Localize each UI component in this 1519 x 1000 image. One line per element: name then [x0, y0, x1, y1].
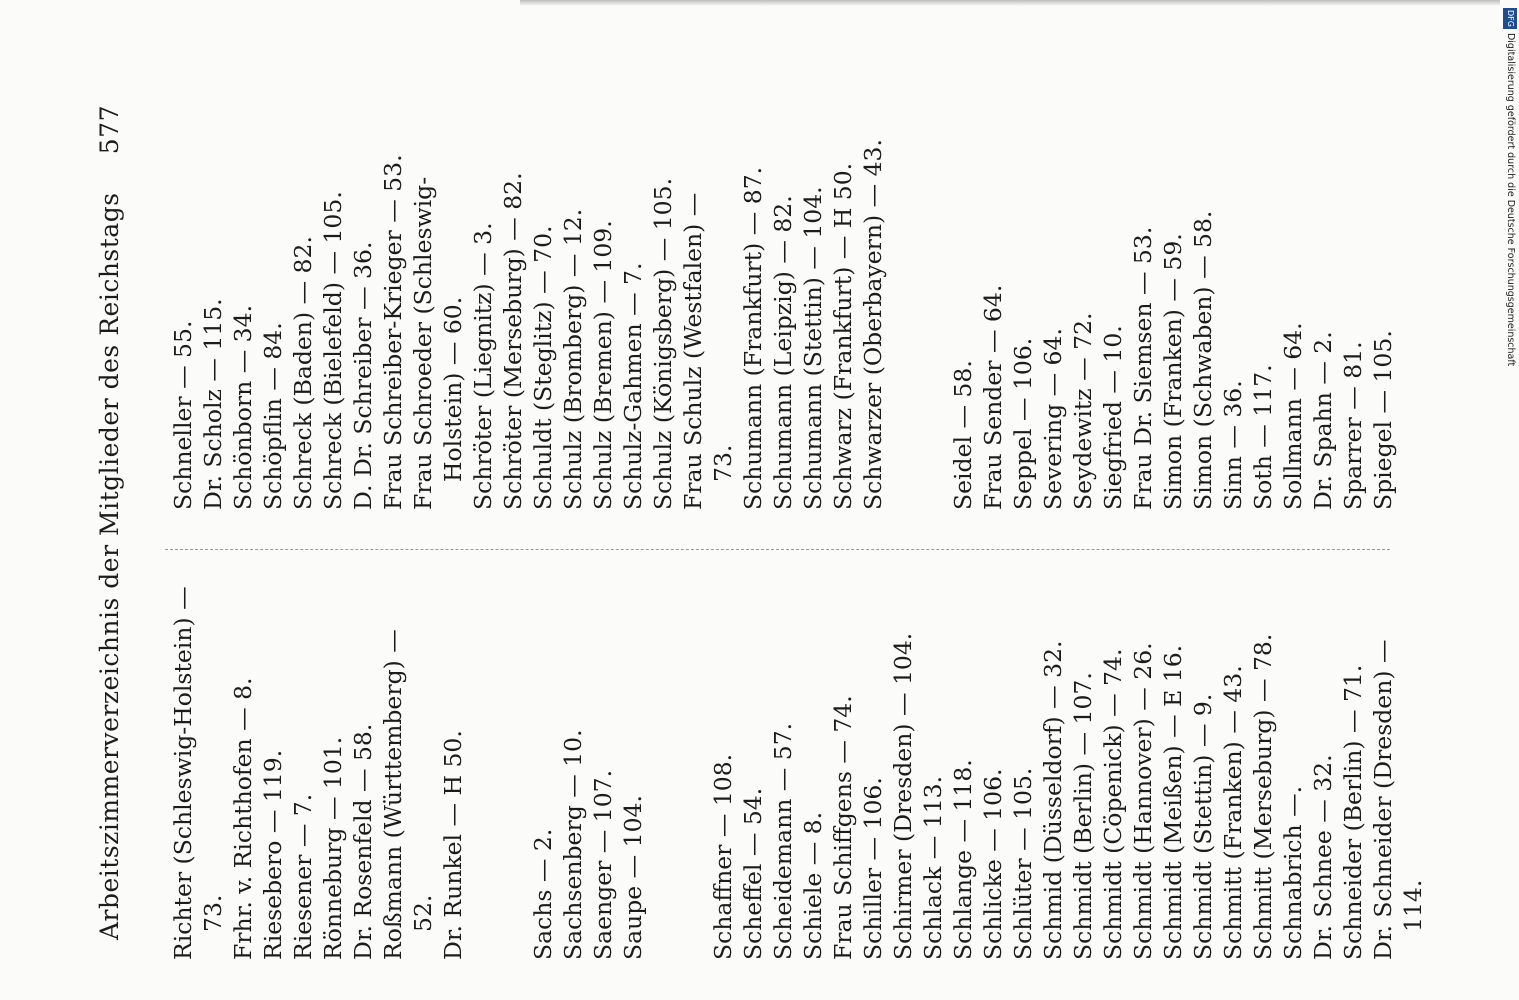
- index-entry: Schreck (Baden) — 82.: [289, 236, 317, 510]
- dfg-logo: DFG: [1503, 8, 1517, 29]
- index-entry: Simon (Franken) — 59.: [1159, 233, 1187, 510]
- index-entry: Schmidt (Stettin) — 9.: [1189, 693, 1217, 960]
- index-entry: Dr. Schneider (Dresden) —: [1369, 639, 1397, 960]
- index-entry: Schlange — 118.: [949, 759, 977, 960]
- index-entry: Saupe — 104.: [619, 795, 647, 960]
- index-entry: Scheffel — 54.: [739, 787, 767, 960]
- index-entry: Schwarz (Frankfurt) — H 50.: [829, 162, 857, 510]
- index-entry: Riesener — 7.: [289, 793, 317, 960]
- spacer: [918, 139, 948, 510]
- index-entry: Schmid (Düsseldorf) — 32.: [1039, 640, 1067, 960]
- column-divider: [165, 548, 1390, 550]
- index-entry: Severing — 64.: [1039, 328, 1067, 510]
- index-entry: Dr. Rosenfeld — 58.: [349, 723, 377, 960]
- index-entry: Schumann (Stettin) — 104.: [799, 186, 827, 510]
- index-entry: Sachs — 2.: [529, 828, 557, 960]
- index-entry: Schlicke — 106.: [979, 768, 1007, 960]
- entry-continuation: 73.: [199, 894, 227, 932]
- index-entry: Schulz (Bremen) — 109.: [589, 220, 617, 510]
- entry-continuation: 73.: [709, 444, 737, 482]
- index-entry: Schmitt (Franken) — 43.: [1219, 665, 1247, 960]
- index-entry: Schmidt (Hannover) — 26.: [1129, 642, 1157, 960]
- index-entry: Soth — 117.: [1249, 364, 1277, 510]
- index-entry: Saenger — 107.: [589, 769, 617, 960]
- digitization-credit-text: Digitalisierung gefördert durch die Deutsche Forschungsgemeinschaft: [1505, 32, 1516, 367]
- spacer: [468, 586, 498, 960]
- index-entry: Schnabrich —.: [1279, 785, 1307, 960]
- index-entry: Schumann (Leipzig) — 82.: [769, 195, 797, 510]
- index-entry: Schuldt (Steglitz) — 70.: [529, 225, 557, 510]
- index-entry: Schmidt (Cöpenick) — 74.: [1099, 648, 1127, 960]
- index-entry: Schmidt (Meißen) — E 16.: [1159, 644, 1187, 960]
- index-entry: Schröter (Merseburg) — 82.: [499, 172, 527, 510]
- index-entry: Spiegel — 105.: [1369, 330, 1397, 510]
- index-entry: Schwarzer (Oberbayern) — 43.: [859, 139, 887, 510]
- index-entry: Dr. Scholz — 115.: [199, 298, 227, 510]
- index-entry: Schmidt (Berlin) — 107.: [1069, 672, 1097, 960]
- index-entry: Schaffner — 108.: [709, 753, 737, 960]
- index-entry: Schröter (Liegnitz) — 3.: [469, 222, 497, 510]
- index-entry: Sachsenberg — 10.: [559, 729, 587, 960]
- index-entry: Frhr. v. Richthofen — 8.: [229, 677, 257, 960]
- index-entry: Scheidemann — 57.: [769, 722, 797, 960]
- index-entry: Schönborn — 34.: [229, 304, 257, 510]
- index-entry: Riesebero — 119.: [259, 749, 287, 960]
- right-column: [168, 139, 1398, 510]
- index-entry: Schmitt (Merseburg) — 78.: [1249, 633, 1277, 960]
- index-entry: Schulz-Gahmen — 7.: [619, 262, 647, 510]
- index-entry: Dr. Schnee — 32.: [1309, 754, 1337, 960]
- entry-continuation: Holstein) — 60.: [439, 296, 467, 482]
- spacer: [648, 586, 678, 960]
- index-entry: Schiele — 8.: [799, 811, 827, 960]
- index-entry: Frau Schroeder (Schleswig-: [409, 176, 437, 510]
- index-entry: Frau Schiffgens — 74.: [829, 695, 857, 960]
- index-entry: Frau Sender — 64.: [979, 284, 1007, 510]
- index-entry: Frau Schulz (Westfalen) —: [679, 192, 707, 510]
- index-entry: Schumann (Frankfurt) — 87.: [739, 166, 767, 510]
- index-entry: Sparrer — 81.: [1339, 341, 1367, 510]
- index-entry: Schneller — 55.: [169, 320, 197, 510]
- rotated-page: [0, 50, 1519, 1000]
- index-entry: Schulz (Königsberg) — 105.: [649, 177, 677, 510]
- entry-continuation: 52.: [409, 894, 437, 932]
- page-header: [92, 105, 128, 940]
- index-entry: Roßmann (Württemberg) —: [379, 629, 407, 960]
- spacer: [678, 586, 708, 960]
- index-entry: Seppel — 106.: [1009, 337, 1037, 510]
- index-entry: D. Dr. Schreiber — 36.: [349, 241, 377, 510]
- index-entry: Schreck (Bielefeld) — 105.: [319, 191, 347, 510]
- index-entry: Dr. Runkel — H 50.: [439, 730, 467, 960]
- index-entry: Schulz (Bromberg) — 12.: [559, 208, 587, 510]
- index-entry: Sinn — 36.: [1219, 380, 1247, 510]
- digitization-credit: [1503, 8, 1517, 388]
- index-entry: Simon (Schwaben) — 58.: [1189, 210, 1217, 510]
- index-entry: Schlüter — 105.: [1009, 767, 1037, 960]
- index-entry: Rönneburg — 101.: [319, 736, 347, 960]
- index-entry: Schlack — 113.: [919, 775, 947, 960]
- left-column: [168, 586, 1428, 960]
- spacer: [498, 586, 528, 960]
- page-number: 577: [95, 105, 124, 155]
- index-entry: Schneider (Berlin) — 71.: [1339, 664, 1367, 960]
- index-entry: Sollmann — 64.: [1279, 322, 1307, 510]
- index-entry: Schiller — 106.: [859, 777, 887, 960]
- entry-continuation: 114.: [1399, 879, 1427, 932]
- index-entry: Frau Dr. Siemsen — 53.: [1129, 226, 1157, 510]
- index-entry: Richter (Schleswig-Holstein) —: [169, 586, 197, 960]
- scan-edge-shadow: [520, 0, 1500, 6]
- index-entry: Dr. Spahn — 2.: [1309, 331, 1337, 510]
- index-entry: Seydewitz — 72.: [1069, 312, 1097, 510]
- page-title: Arbeitszimmerverzeichnis der Mitglieder des Reichstags: [95, 192, 124, 940]
- index-entry: Schirmer (Dresden) — 104.: [889, 632, 917, 960]
- index-entry: Siegfried — 10.: [1099, 325, 1127, 510]
- index-entry: Frau Schreiber-Krieger — 53.: [379, 154, 407, 510]
- index-entry: Schöpflin — 84.: [259, 322, 287, 510]
- index-entry: Seidel — 58.: [949, 360, 977, 510]
- spacer: [888, 139, 918, 510]
